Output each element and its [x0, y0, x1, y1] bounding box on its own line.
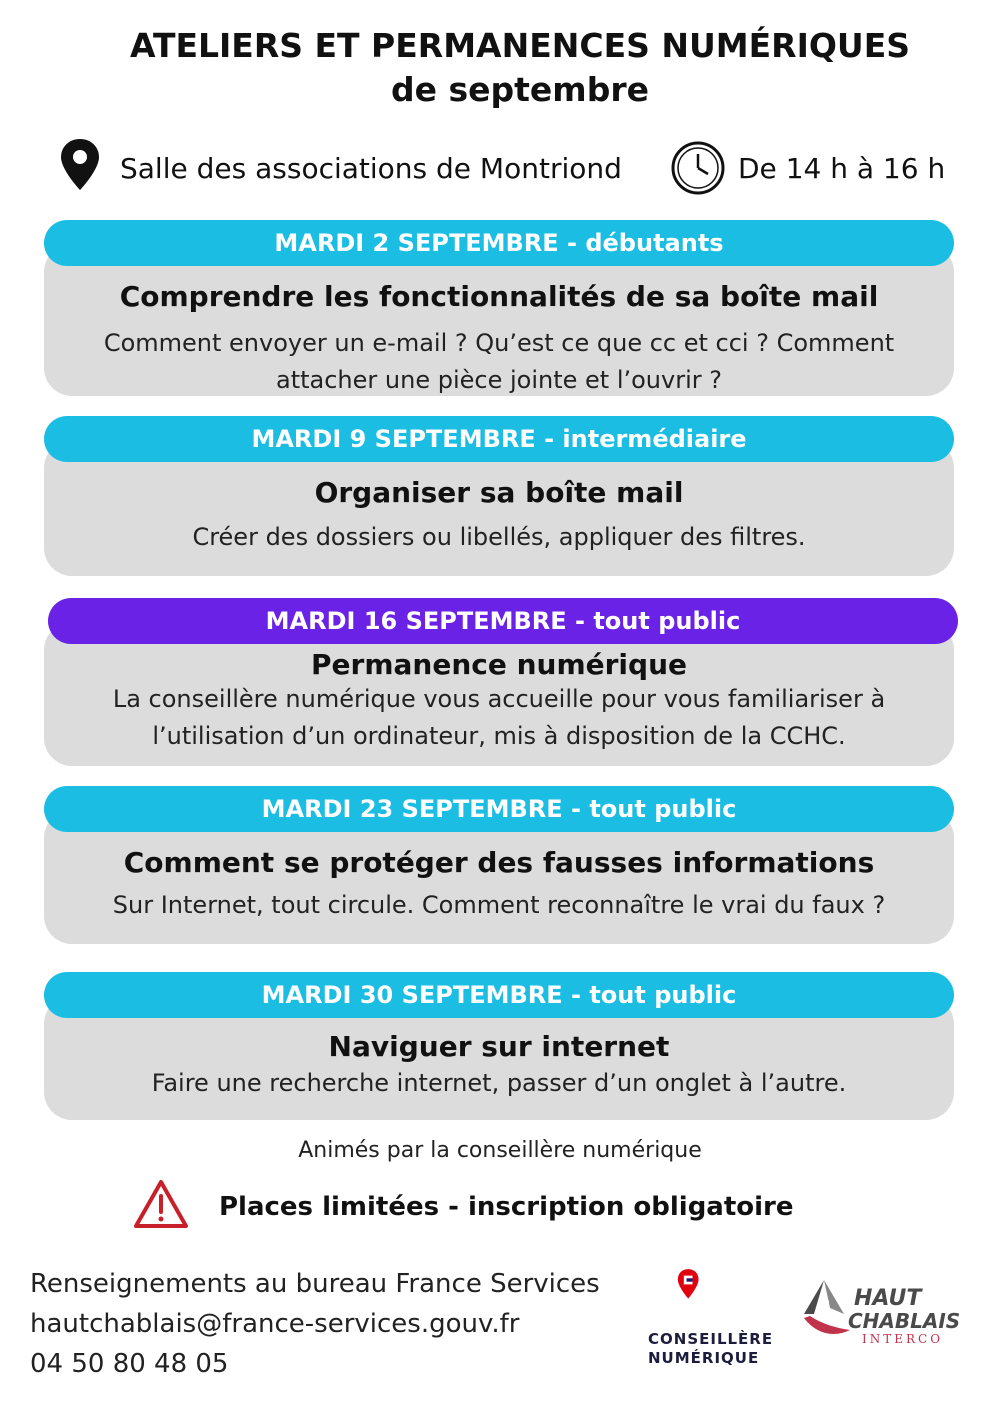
session-header: MARDI 30 SEPTEMBRE - tout public: [44, 972, 954, 1018]
session-body: [44, 244, 954, 396]
session-card: [44, 972, 954, 1120]
warning-text: Places limitées - inscription obligatoire: [219, 1192, 794, 1222]
session-card: [44, 598, 954, 766]
clock-icon: [670, 140, 726, 196]
session-header: MARDI 16 SEPTEMBRE - tout public: [48, 598, 958, 644]
conseillere-numerique-logo-icon: [640, 1268, 780, 1328]
session-headline: Comprendre les fonctionnalités de sa boîte mail: [119, 280, 879, 313]
session-description-line: Créer des dossiers ou libellés, appliquer des filtres.: [192, 523, 806, 551]
contact-block: [30, 1264, 600, 1384]
session-headline: Organiser sa boîte mail: [314, 476, 684, 509]
location-text: Salle des associations de Montriond: [120, 152, 622, 185]
info-row: [0, 138, 1000, 202]
animes-text: Animés par la conseillère numérique: [298, 1138, 702, 1163]
session-headline: Permanence numérique: [311, 648, 687, 681]
contact-email[interactable]: hautchablais@france-services.gouv.fr: [30, 1309, 520, 1339]
session-description-line: Faire une recherche internet, passer d’un onglet à l’autre.: [151, 1069, 847, 1097]
hc-logo-line-2: CHABLAIS: [848, 1309, 961, 1333]
title-line-2: de septembre: [391, 70, 649, 109]
session-headline: Comment se protéger des fausses informations: [123, 846, 875, 879]
contact-office: Renseignements au bureau France Services: [30, 1269, 600, 1299]
session-card: [44, 220, 954, 396]
session-header: MARDI 23 SEPTEMBRE - tout public: [44, 786, 954, 832]
hc-logo-line-3: INTERCO: [862, 1332, 944, 1346]
session-card: [44, 416, 954, 576]
session-card: [44, 786, 954, 944]
session-headline: Naviguer sur internet: [328, 1030, 670, 1063]
contact-phone: 04 50 80 48 05: [30, 1349, 229, 1379]
haut-chablais-logo-text: [848, 1288, 960, 1332]
warning-row: [0, 1178, 1000, 1234]
session-description-line: Sur Internet, tout circule. Comment reconnaître le vrai du faux ?: [112, 891, 886, 919]
session-description-line: l’utilisation d’un ordinateur, mis à disposition de la CCHC.: [152, 722, 846, 750]
page-title: [0, 24, 1000, 112]
warning-triangle-icon: [132, 1178, 190, 1230]
map-pin-icon: [60, 138, 100, 192]
session-header: MARDI 9 SEPTEMBRE - intermédiaire: [44, 416, 954, 462]
session-description-line: La conseillère numérique vous accueille pour vous familiariser à: [112, 685, 886, 713]
session-description-line: attacher une pièce jointe et l’ouvrir ?: [276, 366, 722, 394]
session-header: MARDI 2 SEPTEMBRE - débutants: [44, 220, 954, 266]
title-line-1: ATELIERS ET PERMANENCES NUMÉRIQUES: [129, 26, 911, 65]
hc-logo-line-1: HAUT: [854, 1286, 922, 1311]
conseillere-numerique-logo-text: [648, 1330, 773, 1368]
cn-logo-line-2: NUMÉRIQUE: [648, 1349, 760, 1367]
cn-logo-line-1: CONSEILLÈRE: [648, 1330, 774, 1348]
session-description-line: Comment envoyer un e-mail ? Qu’est ce que cc et cci ? Comment: [103, 329, 895, 357]
hours-text: De 14 h à 16 h: [738, 152, 946, 185]
